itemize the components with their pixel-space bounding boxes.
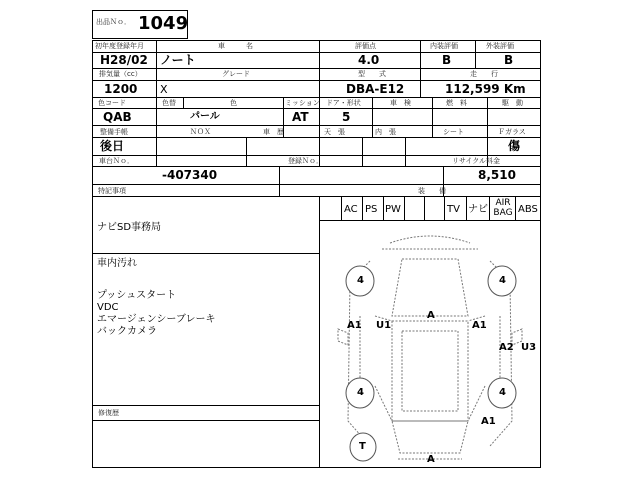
equip-pw: PW — [385, 204, 401, 215]
doors-label: ドア・形状 — [326, 99, 361, 107]
mileage: 112,599 Km — [445, 82, 526, 96]
mileage-label: 走 行 — [470, 70, 498, 78]
mark-tire-rear-right: 4 — [499, 387, 506, 398]
front-glass-status: 傷 — [508, 139, 521, 153]
name-label: 車 名 — [218, 42, 253, 50]
note-feature-4: バックカメラ — [97, 326, 157, 337]
note-feature-1: プッシュスタート — [97, 290, 177, 301]
inspection-label: 車 検 — [390, 99, 411, 107]
mark-left-a1: A1 — [347, 320, 362, 331]
mark-tire-rear-left: 4 — [357, 387, 364, 398]
equip-ps: PS — [365, 204, 378, 215]
chassis-label: 車台Ｎｏ． — [99, 157, 134, 165]
first-registration: H28/02 — [100, 53, 148, 67]
mark-tire-front-right: 4 — [499, 275, 506, 286]
lot-number: 1049 — [138, 13, 189, 34]
drive-label: 駆 動 — [502, 99, 523, 107]
note-feature-3: エマージェンシーブレーキ — [97, 314, 216, 325]
year-label: 初年度登録年月 — [95, 42, 144, 50]
interior-label: 内装評価 — [430, 42, 458, 50]
equip-abs: ABS — [518, 204, 538, 215]
notes-label: 特記事項 — [98, 187, 126, 195]
exterior-label: 外装評価 — [486, 42, 514, 50]
mark-hood: A — [427, 310, 435, 321]
repair-history-label: 修復歴 — [98, 409, 119, 417]
evaluation-score: 4.0 — [358, 53, 380, 67]
color: パール — [190, 111, 220, 122]
exterior-grade: B — [504, 53, 514, 67]
mark-rear-a1: A1 — [481, 416, 496, 427]
equip-navi: ナビ — [468, 204, 488, 215]
equipment-label: 装 備 — [418, 187, 446, 195]
mark-right-u3: U3 — [521, 342, 537, 353]
note-feature-2: VDC — [97, 302, 119, 313]
transmission: AT — [292, 110, 309, 124]
door-count: 5 — [342, 110, 351, 124]
displacement: 1200 — [104, 82, 138, 96]
note-interior-dirt: 車内汚れ — [97, 258, 137, 269]
lot-label: 出品Ｎｏ． — [96, 18, 131, 26]
grade: X — [160, 83, 168, 96]
score-label: 評価点 — [355, 42, 376, 50]
registration-label: 登録Ｎｏ． — [288, 157, 323, 165]
model-code: DBA-E12 — [346, 82, 405, 96]
car-name: ノート — [160, 53, 196, 67]
mark-spare-tire: T — [359, 441, 366, 452]
mark-right-a2: A2 — [499, 342, 514, 353]
color-code-label: 色コード — [98, 99, 126, 107]
note-navi: ナビSD事務局 — [97, 222, 162, 233]
mark-rear-bumper: A — [427, 454, 435, 465]
cc-label: 排気量（cc） — [99, 70, 142, 78]
interior-grade: B — [442, 53, 452, 67]
chassis-number: -407340 — [162, 168, 218, 182]
equip-ac: AC — [344, 204, 358, 215]
recycle-label: リサイクル料金 — [452, 157, 501, 165]
model-label: 型 式 — [358, 70, 386, 78]
color-label: 色 — [230, 99, 237, 107]
interior-lining-label: 内 張 — [375, 128, 396, 136]
manual-label: 整備手帳 — [100, 128, 128, 136]
fuel-label: 燃 料 — [446, 99, 467, 107]
mark-tire-front-left: 4 — [357, 275, 364, 286]
mark-right-a1: A1 — [472, 320, 487, 331]
mission-label: ミッション — [285, 99, 320, 107]
color-change-label: 色替 — [162, 99, 176, 107]
nox-label: ＮＯＸ — [190, 128, 211, 136]
recycle-fee: 8,510 — [478, 168, 516, 182]
mark-left-u1: U1 — [376, 320, 392, 331]
history-label: 車 歴 — [263, 128, 284, 136]
equip-tv: TV — [447, 204, 460, 215]
color-code: QAB — [103, 110, 132, 124]
front-glass-label: Ｆガラス — [498, 128, 526, 136]
maintenance-record: 後日 — [100, 139, 125, 153]
equip-airbag: AIR BAG — [493, 198, 513, 218]
seat-label: シート — [443, 128, 464, 136]
grade-label: グレード — [222, 70, 250, 78]
sunroof-label: 天 張 — [324, 128, 345, 136]
